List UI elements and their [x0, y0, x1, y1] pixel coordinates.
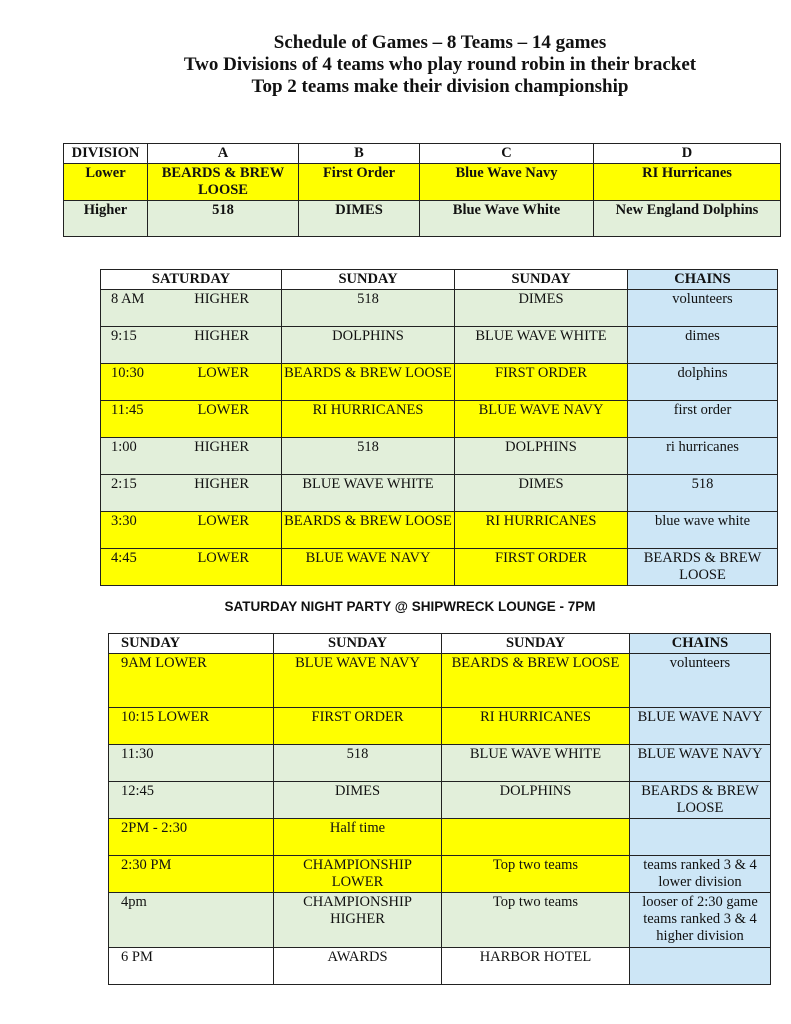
- game-time: 12:45: [109, 782, 274, 819]
- chains-crew: BLUE WAVE NAVY: [630, 745, 771, 782]
- table-row: [109, 745, 771, 782]
- team-1: CHAMPIONSHIP HIGHER: [274, 893, 442, 948]
- chains-crew: looser of 2:30 game teams ranked 3 & 4 higher division: [630, 893, 771, 948]
- table-row: [109, 654, 771, 708]
- division-table: [63, 143, 781, 237]
- table-row: [101, 438, 778, 475]
- team-2: DOLPHINS: [442, 782, 630, 819]
- game-level: HIGHER: [194, 439, 249, 455]
- game-level: HIGHER: [194, 328, 249, 344]
- team-1: 518: [282, 290, 455, 327]
- team-2: BEARDS & BREW LOOSE: [442, 654, 630, 708]
- chains-crew: BLUE WAVE NAVY: [630, 708, 771, 745]
- division-lower-team-a: BEARDS & BREW LOOSE: [148, 164, 299, 201]
- table-row: [101, 364, 778, 401]
- game-level: LOWER: [197, 513, 249, 529]
- chains-crew: volunteers: [628, 290, 778, 327]
- chains-crew: volunteers: [630, 654, 771, 708]
- team-2: BLUE WAVE NAVY: [455, 401, 628, 438]
- chains-crew: BEARDS & BREW LOOSE: [628, 549, 778, 586]
- division-header: DIVISION: [64, 144, 148, 164]
- table-row: [101, 549, 778, 586]
- game-time: 2PM - 2:30: [109, 819, 274, 856]
- game-time: 8 AM: [111, 291, 145, 307]
- chains-crew: teams ranked 3 & 4 lower division: [630, 856, 771, 893]
- team-1: BEARDS & BREW LOOSE: [282, 512, 455, 549]
- table-row: [101, 327, 778, 364]
- saturday-sunday-header-1: SUNDAY: [282, 270, 455, 290]
- chains-crew: first order: [628, 401, 778, 438]
- game-level: HIGHER: [194, 476, 249, 492]
- game-time: 3:30: [111, 513, 137, 529]
- chains-crew: blue wave white: [628, 512, 778, 549]
- chains-crew: ri hurricanes: [628, 438, 778, 475]
- title-line-2: Two Divisions of 4 teams who play round robin in their bracket: [183, 54, 697, 75]
- division-col-d-header: D: [594, 144, 781, 164]
- chains-crew: dimes: [628, 327, 778, 364]
- game-time: 2:30 PM: [109, 856, 274, 893]
- game-time: 6 PM: [109, 948, 274, 985]
- game-level: LOWER: [197, 550, 249, 566]
- team-2: Top two teams: [442, 856, 630, 893]
- team-1: BLUE WAVE WHITE: [282, 475, 455, 512]
- table-row: [109, 819, 771, 856]
- table-row: [109, 782, 771, 819]
- division-lower-label: Lower: [64, 164, 148, 201]
- division-lower-team-c: Blue Wave Navy: [420, 164, 594, 201]
- saturday-sunday-header-2: SUNDAY: [455, 270, 628, 290]
- chains-crew: 518: [628, 475, 778, 512]
- team-2: [442, 819, 630, 856]
- saturday-header: SATURDAY: [101, 270, 282, 290]
- team-1: DOLPHINS: [282, 327, 455, 364]
- team-1: DIMES: [274, 782, 442, 819]
- table-row: [109, 708, 771, 745]
- game-level: LOWER: [197, 365, 249, 381]
- team-2: BLUE WAVE WHITE: [442, 745, 630, 782]
- party-notice: SATURDAY NIGHT PARTY @ SHIPWRECK LOUNGE - 7PM: [224, 599, 596, 614]
- team-2: RI HURRICANES: [442, 708, 630, 745]
- team-2: DOLPHINS: [455, 438, 628, 475]
- table-row: [101, 475, 778, 512]
- sunday-chains-header: CHAINS: [630, 634, 771, 654]
- team-2: DIMES: [455, 290, 628, 327]
- division-lower-team-b: First Order: [299, 164, 420, 201]
- game-time: 10:15 LOWER: [109, 708, 274, 745]
- game-time: 4:45: [111, 550, 137, 566]
- game-time: 1:00: [111, 439, 137, 455]
- team-1: RI HURRICANES: [282, 401, 455, 438]
- table-row: [109, 856, 771, 893]
- sunday-header-3: SUNDAY: [442, 634, 630, 654]
- team-2: FIRST ORDER: [455, 549, 628, 586]
- game-time: 4pm: [109, 893, 274, 948]
- game-time: 2:15: [111, 476, 137, 492]
- game-time: 11:45: [111, 402, 144, 418]
- team-1: 518: [274, 745, 442, 782]
- team-1: BEARDS & BREW LOOSE: [282, 364, 455, 401]
- table-row: [109, 948, 771, 985]
- team-2: DIMES: [455, 475, 628, 512]
- division-higher-team-d: New England Dolphins: [594, 201, 781, 237]
- division-col-a-header: A: [148, 144, 299, 164]
- game-level: HIGHER: [194, 291, 249, 307]
- sunday-schedule-table: [108, 633, 771, 985]
- team-1: AWARDS: [274, 948, 442, 985]
- chains-crew: BEARDS & BREW LOOSE: [630, 782, 771, 819]
- chains-crew: [630, 948, 771, 985]
- title-line-3: Top 2 teams make their division championship: [251, 76, 629, 97]
- chains-crew: [630, 819, 771, 856]
- division-higher-label: Higher: [64, 201, 148, 237]
- team-2: RI HURRICANES: [455, 512, 628, 549]
- team-1: CHAMPIONSHIP LOWER: [274, 856, 442, 893]
- division-higher-team-b: DIMES: [299, 201, 420, 237]
- game-level: LOWER: [197, 402, 249, 418]
- game-time: 11:30: [109, 745, 274, 782]
- division-higher-team-c: Blue Wave White: [420, 201, 594, 237]
- team-2: FIRST ORDER: [455, 364, 628, 401]
- table-row: [101, 512, 778, 549]
- table-row: [109, 893, 771, 948]
- team-1: BLUE WAVE NAVY: [282, 549, 455, 586]
- game-time: 9:15: [111, 328, 137, 344]
- team-1: Half time: [274, 819, 442, 856]
- team-1: FIRST ORDER: [274, 708, 442, 745]
- table-row: [101, 290, 778, 327]
- sunday-header-2: SUNDAY: [274, 634, 442, 654]
- saturday-chains-header: CHAINS: [628, 270, 778, 290]
- division-col-b-header: B: [299, 144, 420, 164]
- game-time: 9AM LOWER: [109, 654, 274, 708]
- team-2: HARBOR HOTEL: [442, 948, 630, 985]
- title-line-1: Schedule of Games – 8 Teams – 14 games: [273, 32, 607, 53]
- division-higher-team-a: 518: [148, 201, 299, 237]
- saturday-schedule-table: [100, 269, 778, 586]
- team-1: BLUE WAVE NAVY: [274, 654, 442, 708]
- team-2: Top two teams: [442, 893, 630, 948]
- division-lower-team-d: RI Hurricanes: [594, 164, 781, 201]
- team-1: 518: [282, 438, 455, 475]
- division-col-c-header: C: [420, 144, 594, 164]
- chains-crew: dolphins: [628, 364, 778, 401]
- schedule-title: [120, 32, 760, 98]
- sunday-header-1: SUNDAY: [109, 634, 274, 654]
- game-time: 10:30: [111, 365, 145, 381]
- team-2: BLUE WAVE WHITE: [455, 327, 628, 364]
- table-row: [101, 401, 778, 438]
